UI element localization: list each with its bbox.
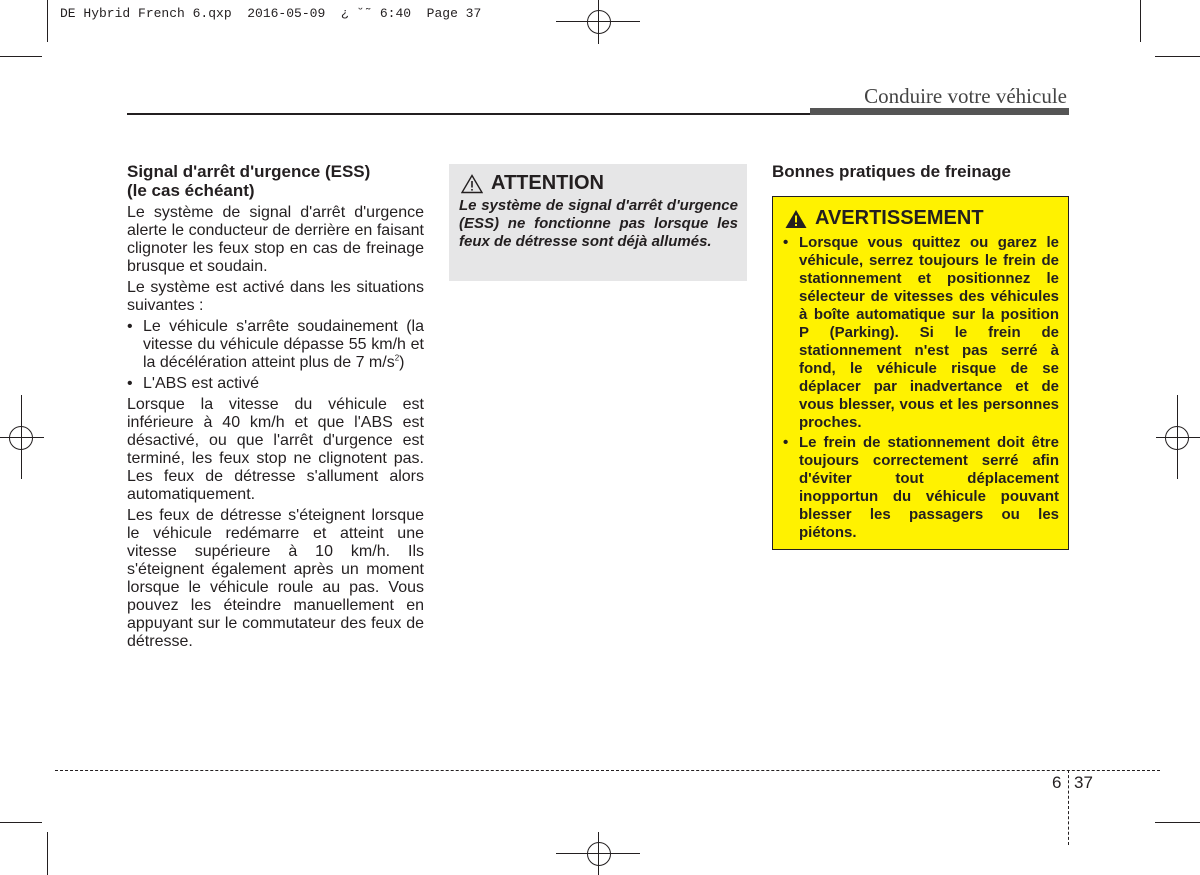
- crop-mark: [47, 0, 48, 42]
- crop-mark: [1140, 0, 1141, 42]
- ess-paragraph-4: Les feux de détresse s'éteignent lorsque le véhicule redémarre et atteint une vitesse supérieure à 10 km/h. Ils s'éteignent également après un moment lorsque le véhicule roule au pas. Vous pouvez les éteindre manuellement en appuyant sur le commutateur des feux de détresse.: [127, 507, 424, 650]
- warning-title: AVERTISSEMENT: [815, 207, 984, 229]
- ess-paragraph-2: Le système est activé dans les situations suivantes :: [127, 279, 424, 314]
- warning-outline-icon: [461, 174, 483, 194]
- warning-bullet-1: • Lorsque vous quittez ou garez le véhicule, serrez toujours le frein de stationnement et positionnez le sélecteur de vitesses des véhicules à boîte automatique sur la position P (Parking). Si le frein de stationnement n'est pas serré à fond, le véhicule risque de se déplacer par inadvertance et de vous blesser, vous et les personnes proches.: [783, 234, 1059, 432]
- section-title: Conduire votre véhicule: [864, 84, 1067, 108]
- page-number: 37: [1074, 773, 1093, 792]
- footer-rule: [55, 770, 1160, 771]
- warning-list: [783, 234, 1059, 542]
- attention-title: ATTENTION: [491, 172, 604, 194]
- warning-bullet-2: • Le frein de stationnement doit être toujours correctement serré afin d'éviter tout déplacement inopportun du véhicule pouvant blesser les passagers ou les piétons.: [783, 434, 1059, 542]
- attention-header: [459, 172, 738, 195]
- crop-mark: [1155, 822, 1200, 823]
- crop-mark: [47, 832, 48, 875]
- attention-box: [449, 164, 747, 281]
- ess-heading: Signal d'arrêt d'urgence (ESS) (le cas échéant): [127, 162, 371, 200]
- ess-section: [127, 162, 424, 654]
- warning-box: [772, 196, 1069, 550]
- ess-paragraph-3: Lorsque la vitesse du véhicule est inférieure à 40 km/h et que l'ABS est désactivé, ou que l'arrêt d'urgence est terminé, les feux stop ne clignotent pas. Les feux de détresse s'allument alors automatiquement.: [127, 396, 424, 503]
- crop-mark: [1155, 56, 1200, 57]
- ess-bullet-1: • Le véhicule s'arrête soudainement (la vitesse du véhicule dépasse 55 km/h et la décélération atteint plus de 7 $m/s^2$): [127, 318, 424, 372]
- page-number-divider: [1068, 770, 1069, 845]
- warning-header: [783, 207, 1059, 230]
- braking-heading: Bonnes pratiques de freinage: [772, 162, 1011, 181]
- ess-bullet-2: • L'ABS est activé: [127, 375, 424, 393]
- attention-text: Le système de signal d'arrêt d'urgence (ESS) ne fonctionne pas lorsque les feux de détresse sont déjà allumés.: [459, 197, 738, 250]
- crop-mark: [0, 822, 42, 823]
- chapter-number: 6: [1052, 773, 1062, 792]
- ess-paragraph-1: Le système de signal d'arrêt d'urgence alerte le conducteur de derrière en faisant clignoter les feux stop en cas de freinage brusque et soudain.: [127, 204, 424, 275]
- print-slug: DE Hybrid French 6.qxp 2016-05-09 ¿ ˘˜ 6:40 Page 37: [60, 6, 482, 21]
- header-rule: [127, 113, 817, 115]
- crop-mark: [0, 56, 42, 57]
- header-rule-accent: [810, 108, 1069, 115]
- warning-filled-icon: [785, 209, 807, 229]
